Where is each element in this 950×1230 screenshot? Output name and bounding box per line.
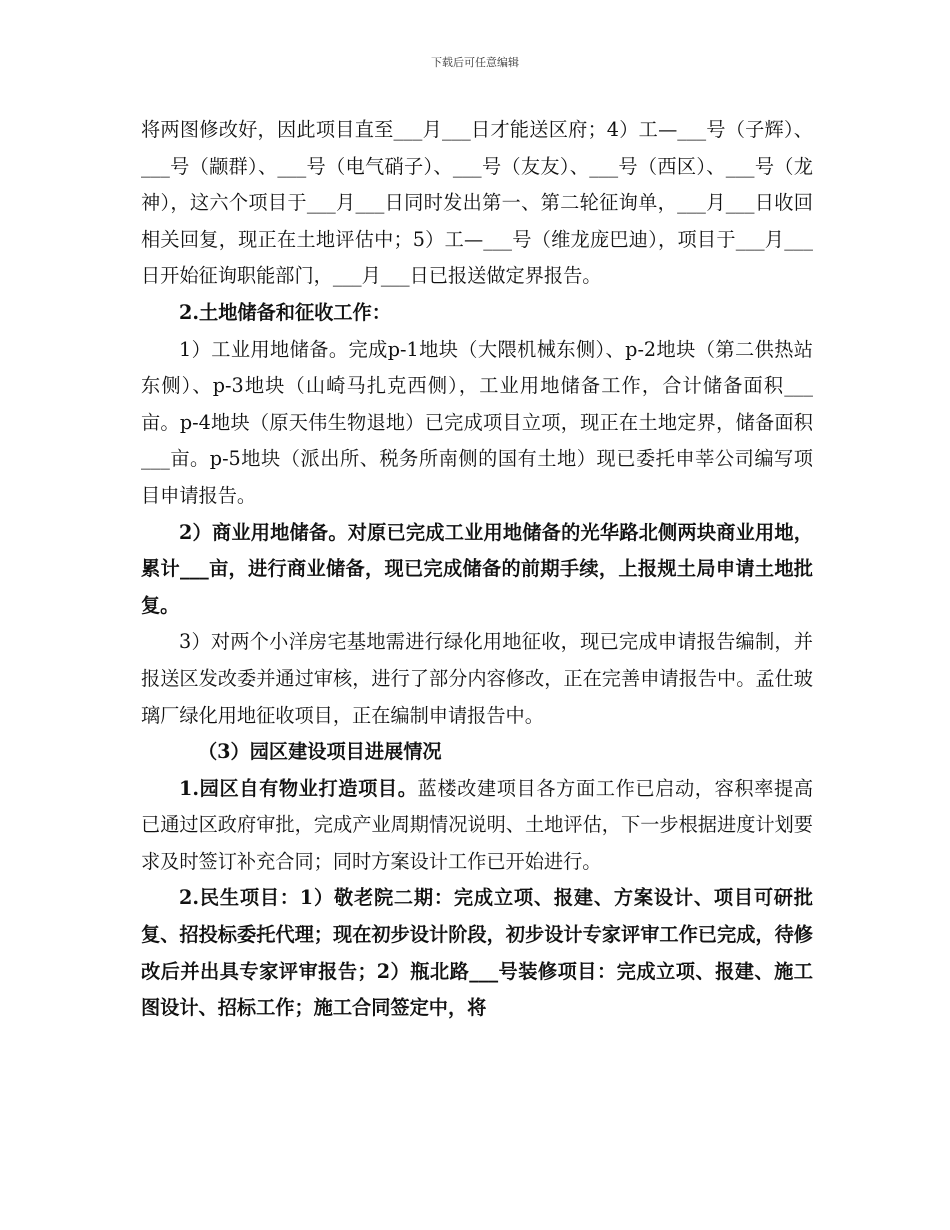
own-property-text: 蓝楼改建项目各方面工作已启动，容积率提高已通过区政府审批，完成产业周期情况说明、土地评估，下一步根据进度计划要求及时签订补充合同；同时方案设计工作已开始进行。: [141, 776, 814, 873]
heading-park-construction: （3）园区建设项目进展情况: [198, 740, 442, 764]
paragraph-livelihood-projects: 2.民生项目：1）敬老院二期：完成立项、报建、方案设计、项目可研批复、招投标委托代理；现在初步设计阶段，初步设计专家评审工作已完成，待修改后并出具专家评审报告；2）瓶北路___号装修项目：完成立项、报建、施工图设计、招标工作；施工合同签定中，将: [141, 886, 813, 1020]
paragraph-own-property: [141, 771, 813, 881]
own-property-label: 1.园区自有物业打造项目。: [179, 776, 418, 800]
paragraph-industrial-land: 1）工业用地储备。完成p-1地块（大隈机械东侧）、p-2地块（第二供热站东侧）、p-3地块（山崎马扎克西侧），工业用地储备工作，合计储备面积___亩。p-4地块（原天伟生物退地）已完成项目立项，现正在土地定界，储备面积___亩。p-5地块（派出所、税务所南侧的国有土地）现已委托申莘公司编写项目申请报告。: [141, 337, 813, 507]
paragraph-project-status: 将两图修改好，因此项目直至___月___日才能送区府；4）工—___号（子辉）、___号（颛群）、___号（电气硝子）、___号（友友）、___号（西区）、___号（龙神），这六个项目于___月___日同时发出第一、第二轮征询单，___月___日收回相关回复，现正在土地评估中；5）工—___号（维龙庞巴迪），项目于___月___日开始征询职能部门，___月___日已报送做定界报告。: [141, 118, 813, 288]
document-body: [141, 112, 813, 1027]
heading-land-reserve: 2.土地储备和征收工作：: [179, 300, 391, 324]
page-header: 下载后可任意编辑: [431, 56, 519, 69]
paragraph-green-land: 3）对两个小洋房宅基地需进行绿化用地征收，现已完成申请报告编制，并报送区发改委并通过审核，进行了部分内容修改，正在完善申请报告中。孟仕玻璃厂绿化用地征收项目，正在编制申请报告中。: [141, 630, 813, 727]
paragraph-commercial-land: 2）商业用地储备。对原已完成工业用地储备的光华路北侧两块商业用地，累计___亩，进行商业储备，现已完成储备的前期手续，上报规土局申请土地批复。: [141, 520, 813, 617]
